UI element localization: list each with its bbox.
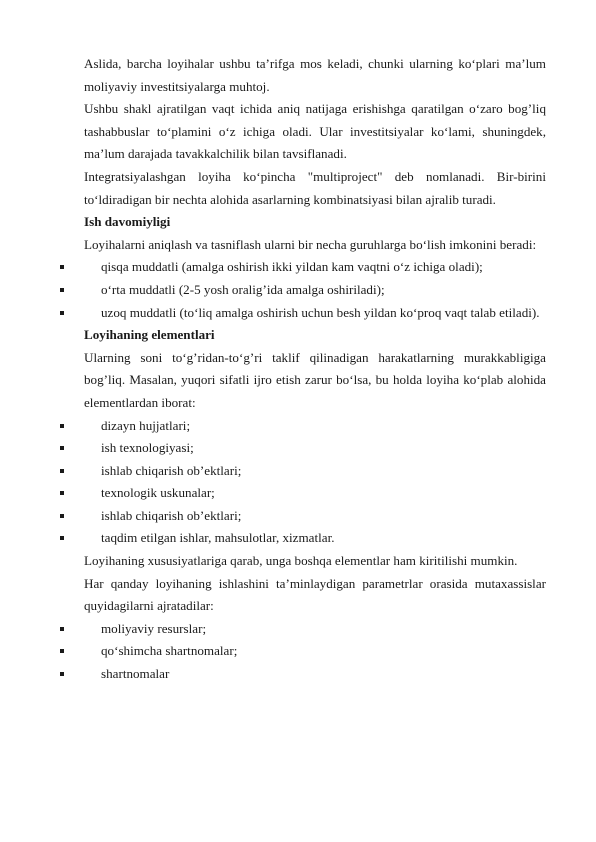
para-parametrlar: Har qanday loyihaning ishlashini ta’minlaydigan parametrlar orasida mutaxassislar quyidagilarni ajratadilar: — [84, 575, 546, 614]
document-body — [84, 53, 546, 686]
para-elementlar: Ularning soni to‘g’ridan-to‘g’ri taklif qilinadigan harakatlarning murakkabligiga bog’liq. Masalan, yuqori sifatli ijro etish zarur bo‘lsa, bu holda loyiha ko‘plab alohida elementlardan iborat: — [84, 349, 546, 410]
list-item: qisqa muddatli (amalga oshirish ikki yildan kam vaqtni o‘z ichiga oladi); — [84, 256, 546, 279]
list-item: uzoq muddatli (to‘liq amalga oshirish uchun besh yildan ko‘proq vaqt talab etiladi). — [84, 302, 546, 325]
list-item: dizayn hujjatlari; — [84, 415, 546, 438]
list-davomiylik — [84, 256, 546, 324]
list-elementlar — [84, 415, 546, 551]
list-item: texnologik uskunalar; — [84, 482, 546, 505]
para-investitsiya-talab: Aslida, barcha loyihalar ushbu ta’rifga mos keladi, chunki ularning ko‘plari ma’lum moliyaviy investitsiyalarga muhtoj. — [84, 56, 546, 94]
heading-loyihaning-elementlari: Loyihaning elementlari — [84, 327, 215, 343]
list-item: ish texnologiyasi; — [84, 437, 546, 460]
list-item: moliyaviy resurslar; — [84, 618, 546, 641]
list-item: taqdim etilgan ishlar, mahsulotlar, xizmatlar. — [84, 527, 546, 550]
para-vaqt-natija: Ushbu shakl ajratilgan vaqt ichida aniq natijaga erishishga qaratilgan o‘zaro bog’liq tashabbuslar to‘plamini o‘z ichiga oladi. Ular investitsiyalar ko‘lami, shuningdek, ma’lum darajada tavakkalchilik bilan tavsiflanadi. — [84, 101, 546, 162]
list-item: shartnomalar — [84, 663, 546, 686]
para-xususiyatlar: Loyihaning xususiyatlariga qarab, unga boshqa elementlar ham kiritilishi mumkin. — [84, 553, 518, 569]
list-item: ishlab chiqarish ob’ektlari; — [84, 505, 546, 528]
heading-ish-davomiyligi: Ish davomiyligi — [84, 214, 171, 230]
list-item: o‘rta muddatli (2-5 yosh oralig’ida amalga oshiriladi); — [84, 279, 546, 302]
para-guruhlar: Loyihalarni aniqlash va tasniflash ularni bir necha guruhlarga bo‘lish imkonini beradi: — [84, 236, 537, 252]
list-parametrlar — [84, 618, 546, 686]
para-multiproject: Integratsiyalashgan loyiha ko‘pincha "multiproject" deb nomlanadi. Bir-birini to‘ldiradigan bir nechta alohida asarlarning kombinatsiyasi bilan ajralib turadi. — [84, 168, 546, 207]
list-item: ishlab chiqarish ob’ektlari; — [84, 460, 546, 483]
list-item: qo‘shimcha shartnomalar; — [84, 640, 546, 663]
